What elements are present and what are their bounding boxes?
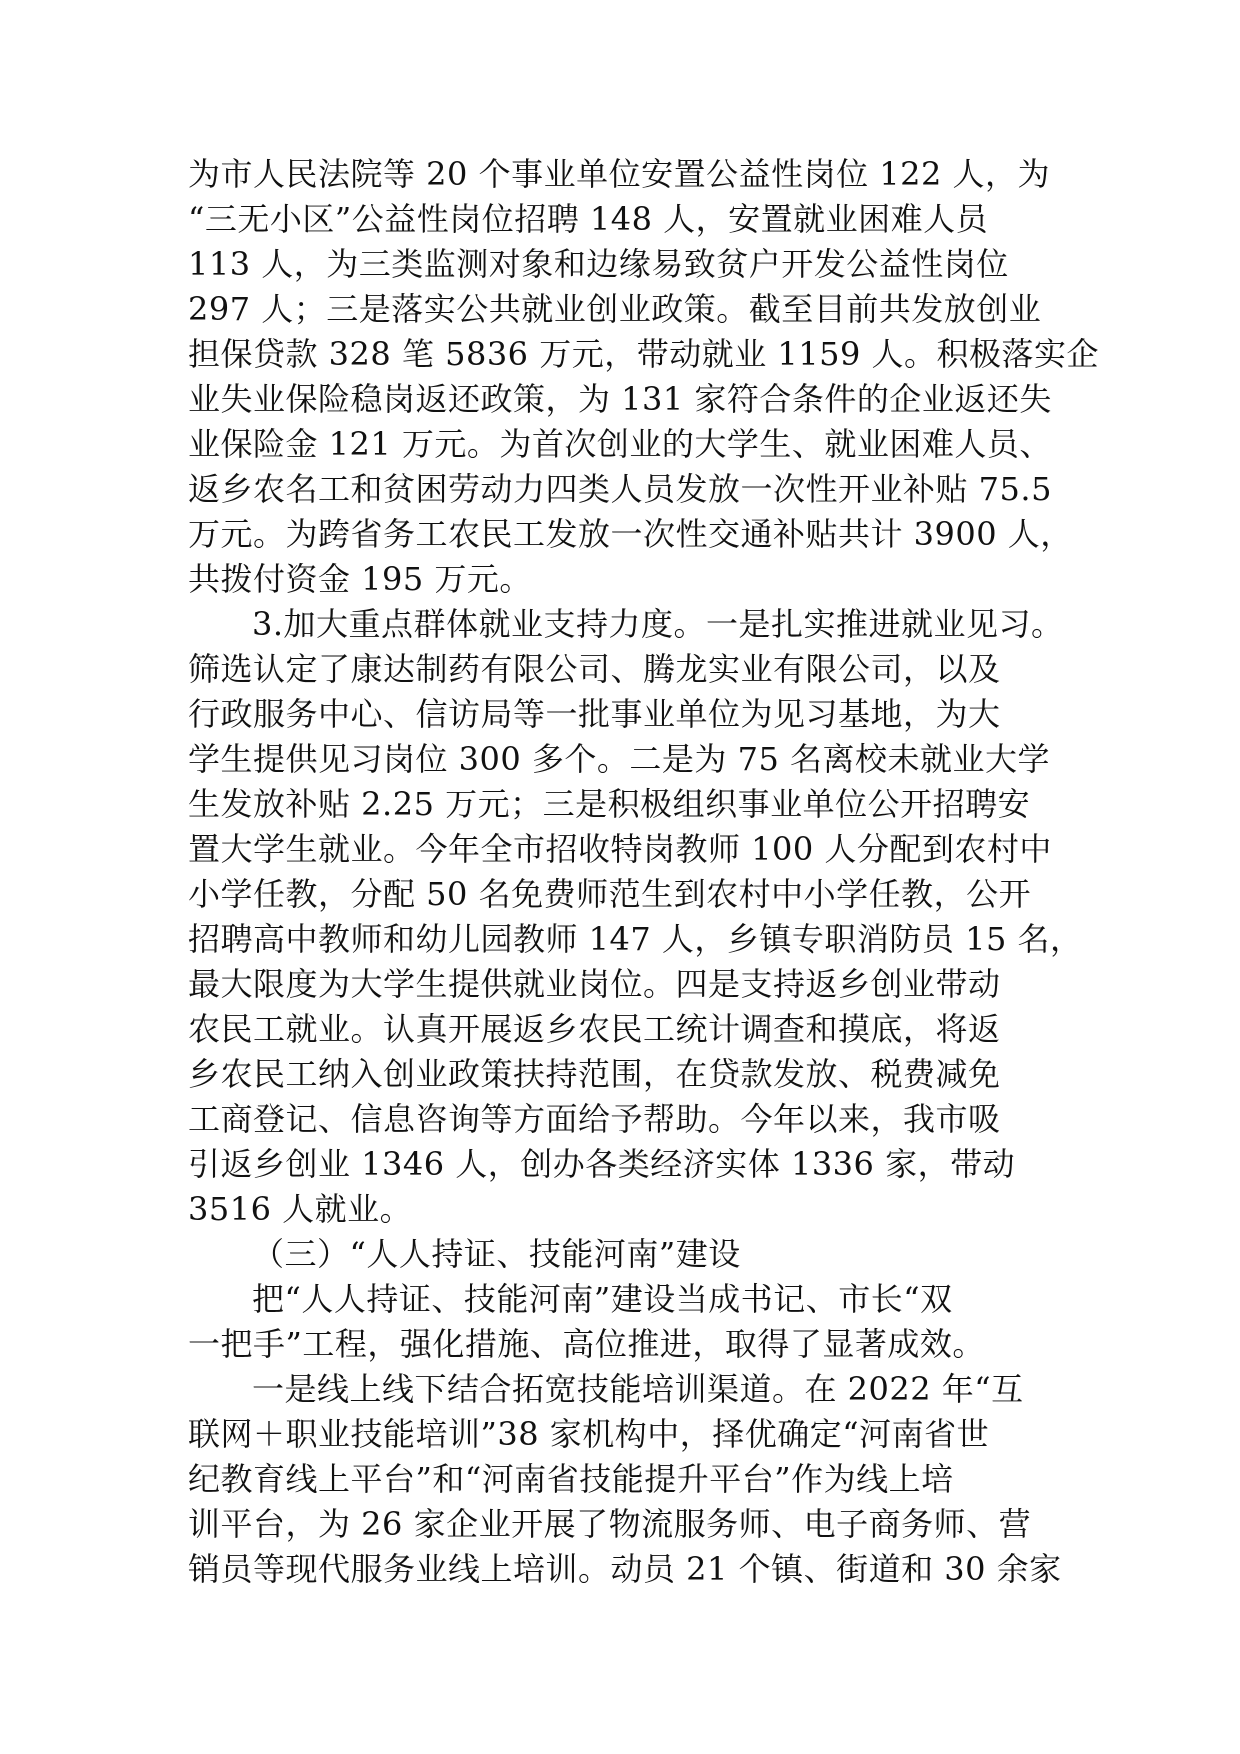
paragraph-first-line: 3.加大重点群体就业支持力度。一是扎实推进就业见习。	[252, 605, 1064, 643]
text-line: 学生提供见习岗位 300 多个。二是为 75 名离校未就业大学	[188, 740, 1050, 778]
text-line: 小学任教，分配 50 名免费师范生到农村中小学任教，公开	[188, 875, 1032, 913]
text-line: 为市人民法院等 20 个事业单位安置公益性岗位 122 人，为	[188, 155, 1050, 193]
text-line: “三无小区”公益性岗位招聘 148 人，安置就业困难人员	[188, 200, 989, 238]
section-heading: （三）“人人持证、技能河南”建设	[252, 1235, 741, 1273]
text-line: 113 人，为三类监测对象和边缘易致贫户开发公益性岗位	[188, 245, 1009, 283]
paragraph-first-line: 把“人人持证、技能河南”建设当成书记、市长“双	[252, 1280, 953, 1318]
text-line: 筛选认定了康达制药有限公司、腾龙实业有限公司，以及	[188, 650, 1001, 688]
text-line: 生发放补贴 2.25 万元；三是积极组织事业单位公开招聘安	[188, 785, 1031, 823]
text-line: 训平台，为 26 家企业开展了物流服务师、电子商务师、营	[188, 1505, 1032, 1543]
text-line: 3516 人就业。	[188, 1190, 413, 1228]
paragraph-first-line: 一是线上线下结合拓宽技能培训渠道。在 2022 年“互	[252, 1370, 1024, 1408]
text-line: 招聘高中教师和幼儿园教师 147 人，乡镇专职消防员 15 名，	[188, 920, 1083, 958]
text-line: 联网＋职业技能培训”38 家机构中，择优确定“河南省世	[188, 1415, 990, 1453]
text-line: 销员等现代服务业线上培训。动员 21 个镇、街道和 30 余家	[188, 1550, 1062, 1588]
text-line: 业保险金 121 万元。为首次创业的大学生、就业困难人员、	[188, 425, 1052, 463]
text-line: 返乡农名工和贫困劳动力四类人员发放一次性开业补贴 75.5	[188, 470, 1052, 508]
text-line: 万元。为跨省务工农民工发放一次性交通补贴共计 3900 人，	[188, 515, 1073, 553]
text-line: 引返乡创业 1346 人，创办各类经济实体 1336 家，带动	[188, 1145, 1016, 1183]
text-line: 置大学生就业。今年全市招收特岗教师 100 人分配到农村中	[188, 830, 1052, 868]
document-body	[188, 152, 1099, 1592]
text-line: 乡农民工纳入创业政策扶持范围，在贷款发放、税费减免	[188, 1055, 1001, 1093]
text-line: 工商登记、信息咨询等方面给予帮助。今年以来，我市吸	[188, 1100, 1001, 1138]
text-line: 一把手”工程，强化措施、高位推进，取得了显著成效。	[188, 1325, 985, 1363]
text-line: 纪教育线上平台”和“河南省技能提升平台”作为线上培	[188, 1460, 954, 1498]
text-line: 担保贷款 328 笔 5836 万元，带动就业 1159 人。积极落实企	[188, 335, 1099, 373]
text-line: 行政服务中心、信访局等一批事业单位为见习基地，为大	[188, 695, 1001, 733]
text-line: 业失业保险稳岗返还政策，为 131 家符合条件的企业返还失	[188, 380, 1052, 418]
text-line: 最大限度为大学生提供就业岗位。四是支持返乡创业带动	[188, 965, 1001, 1003]
text-line: 297 人；三是落实公共就业创业政策。截至目前共发放创业	[188, 290, 1042, 328]
text-line: 共拨付资金 195 万元。	[188, 560, 532, 598]
text-line: 农民工就业。认真开展返乡农民工统计调查和摸底，将返	[188, 1010, 1001, 1048]
